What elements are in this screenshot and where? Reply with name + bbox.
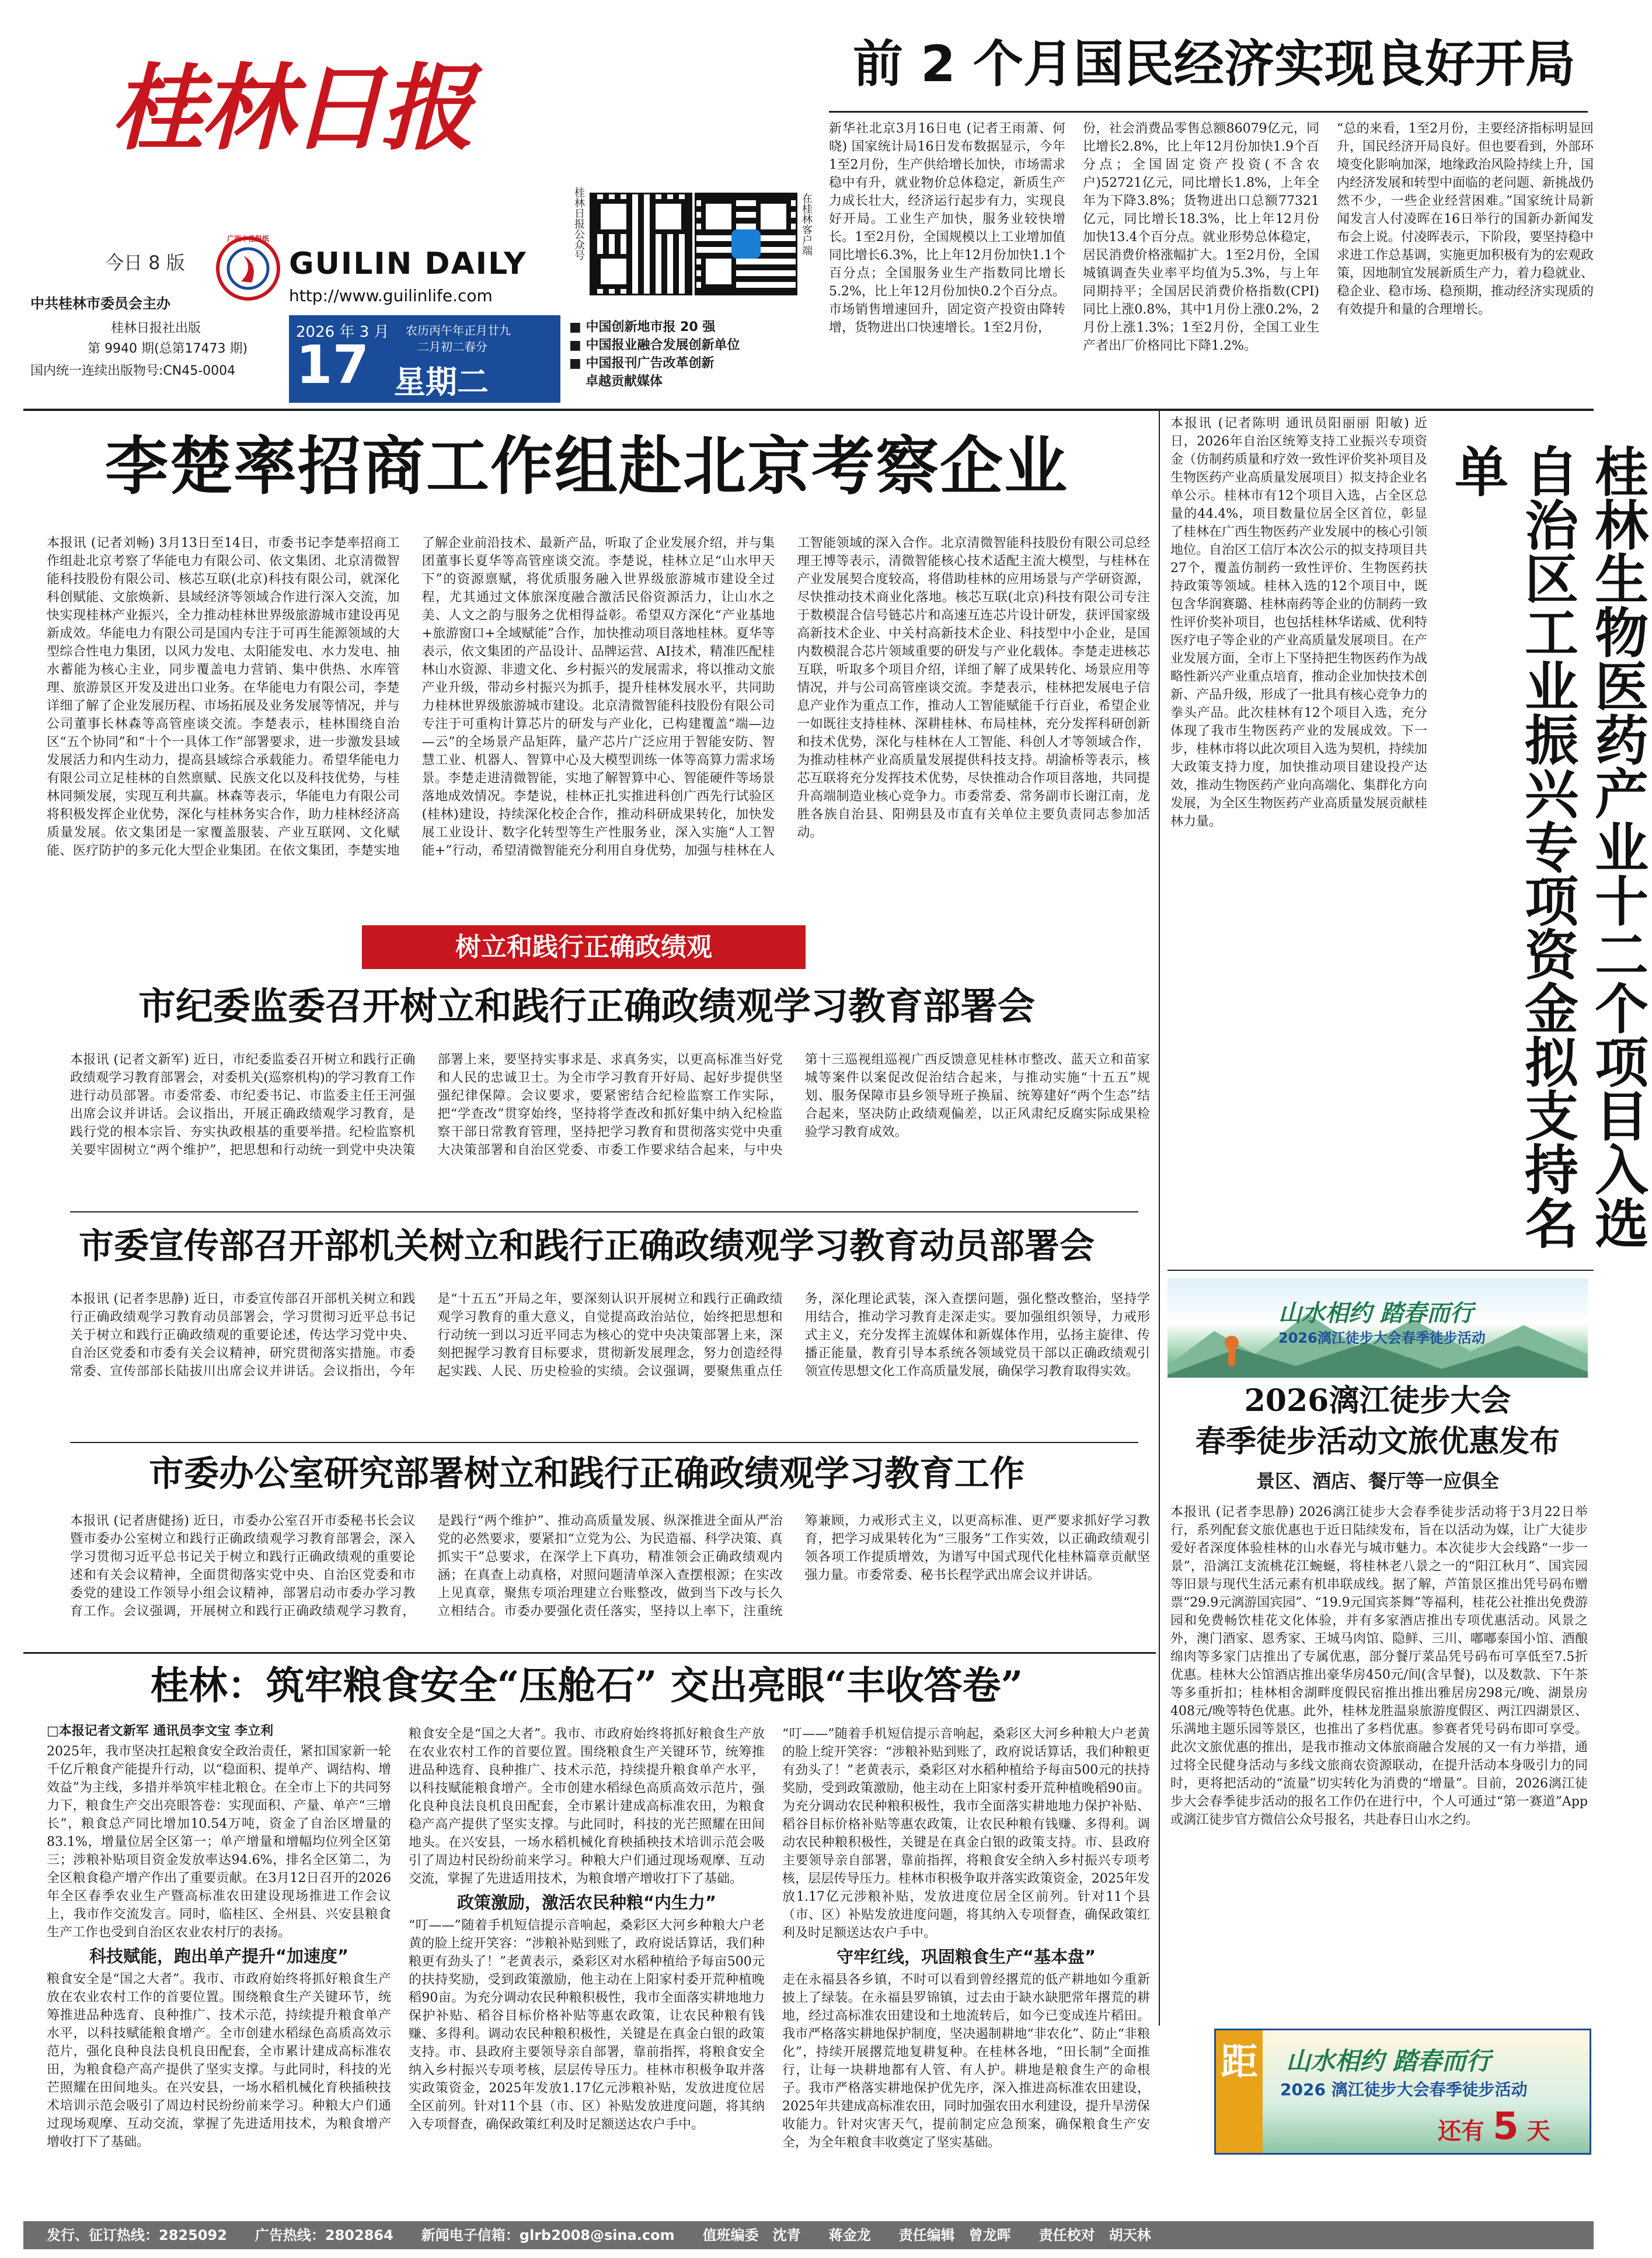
top-story-col1: 新华社北京3月16日电 (记者王雨萧、何晓) 国家统计局16日发布数据显示，今年1至2月份，生产供给增长加快，市场需求稳中有升，就业物价总体稳定，新质生产力成长壮大，经济运行起步有力，实现良好开局。工业生产加快，服务业较快增长。1至2月份，全国规模以上工业增加值同比增长6.3%，比上年12月份加快1.1个百分点；全国服务业生产指数同比增长5.2%，比上年12月份加快0.2个百分点。市场销售增速回升，固定资产投资由降转增，货物进出口快速增长。1至2月份，: [829, 121, 1065, 335]
lunar-date: 农历丙午年正月廿九: [406, 323, 511, 337]
right-story-headline[interactable]: 桂林生物医药产业十二个项目入选自治区工业振兴专项资金拟支持名单: [1446, 444, 1648, 1249]
hike-banner[interactable]: [1167, 1278, 1588, 1378]
date-year-month: 2026 年 3 月: [296, 323, 389, 341]
story5-headline[interactable]: 桂林：筑牢粮食安全“压舱石” 交出亮眼“丰收答卷”: [150, 1663, 1023, 1708]
top-story-col2: 份，社会消费品零售总额86079亿元，同比增长2.8%，比上年12月份加快1.9个百分点；全国固定资产投资(不含农户)52721亿元，同比增长1.8%，上年全年为下降3.8%；货物进出口总额77321亿元，同比增长18.3%，比上年12月份加快13.4个百分点。就业形势总体稳定，居民消费价格涨幅扩大。1至2月份，全国城镇调查失业率平均值为5.3%，与上年同期持平；全国居民消费价格指数(CPI)同比上涨0.8%，其中1月份上涨0.2%，2月份上涨1.3%；1至2月份，全国工业生产者出厂价格同比下降1.2%。: [1083, 121, 1319, 353]
right-story-body: 本报讯 (记者陈明 通讯员阳丽丽 阳敏) 近日，2026年自治区统筹支持工业振兴专项资金（仿制药质量和疗效一致性评价奖补项目及生物医药产业高质量发展项目）拟支持企业名单公示。桂林市有12个项目入选，占全区总量的44.4%，项目数量位居全区首位，彰显了桂林在广西生物医药产业发展中的核心引领地位。自治区工信厅本次公示的拟支持项目共27个，覆盖仿制药一致性评价、生物医药扶持政策等领域。桂林入选的12个项目中，既包含华润赛璐、桂林南药等企业的仿制药一致性评价奖补项目，也包括桂林华诺威、优利特医疗电子等企业的产业高质量发展项目。在产业发展方面，全市上下坚持把生物医药作为战略性新兴产业重点培育，推动企业加快技术创新、产品升级，形成了一批具有核心竞争力的拳头产品。此次桂林有12个项目入选，充分体现了我市生物医药产业的发展成效。下一步，桂林市将以此次项目入选为契机，持续加大政策支持力度，加快推动项目建设投产达效，推动生物医药产业向高端化、集群化方向发展，为全区生物医药产业高质量发展贡献桂林力量。: [1170, 416, 1428, 829]
story3-body: 本报讯 (记者李思静) 近日，市委宣传部召开部机关树立和践行正确政绩观学习教育动员部署会，学习贯彻习近平总书记关于树立和践行正确政绩观的重要论述，传达学习党中央、自治区党委和市委有关会议精神，研究贯彻落实措施。市委常委、宣传部部长陆拔川出席会议并讲话。会议指出，今年是“十五五”开局之年，要深刻认识开展树立和践行正确政绩观学习教育的重大意义，自觉提高政治站位，始终把思想和行动统一到以习近平同志为核心的党中央决策部署上来，深刻把握学习教育目标要求，贯彻新发展理念，努力创造经得起实践、人民、历史检验的实绩。会议强调，要聚焦重点任务，深化理论武装，深入查摆问题，强化整改整治，坚持学用结合，推动学习教育走深走实。要加强组织领导，力戒形式主义，充分发挥主流媒体和新媒体作用，弘扬主旋律、传播正能量，教育引导本系统各领域党员干部以正确政绩观引领宣传思想文化工作高质量发展，确保学习教育取得实效。: [70, 1292, 1150, 1379]
lead-story-headline[interactable]: 李楚率招商工作组赴北京考察企业: [104, 430, 1068, 503]
qr-gongzhonghao[interactable]: [590, 193, 692, 295]
story3-headline[interactable]: 市委宣传部召开部机关树立和践行正确政绩观学习教育动员部署会: [79, 1226, 1095, 1267]
honors-list: [569, 318, 814, 391]
honor-item: ■ 中国报业融合发展创新单位: [569, 338, 740, 353]
masthead-logo: 桂林日报: [111, 53, 471, 163]
hike-headline-2[interactable]: 春季徒步活动文旅优惠发布: [1195, 1424, 1560, 1459]
cn-number: 国内统一连续出版物号:CN45-0004: [30, 364, 236, 378]
weekday: 星期二: [394, 364, 489, 400]
story2-headline[interactable]: 市纪委监委召开树立和践行正确政绩观学习教育部署会: [138, 985, 1035, 1029]
date-box: [289, 315, 560, 403]
hike-subhead: 景区、酒店、餐厅等一应俱全: [1256, 1470, 1499, 1492]
pages-count: 今日 8 版: [105, 252, 185, 274]
story5-col3: “叮——”随着手机短信提示音响起，桑彩区大河乡种粮大户老黄的脸上绽开笑容：“涉粮补贴到账了，政府说话算话，我们种粮更有劲头了！”老黄表示，桑彩区对水稻种植给予每亩500元的扶持奖励，受到政策激励，他主动在上阳家村委开荒种植晚稻90亩。为充分调动农民种粮积极性，我市全面落实耕地地力保护补贴、稻谷目标价格补贴等惠农政策，让农民种粮有钱赚、多得利。调动农民种粮积极性，关键是在真金白银的政策支持。市、县政府主要领导亲自部署，靠前指挥，将粮食安全纳入乡村振兴专项考核，层层传导压力。桂林市积极争取并落实政策资金，2025年发放1.17亿元涉粮补贴，发放进度位居全区前列。针对11个县（市、区）补贴发放进度问题，将其纳入专项督查，确保政策红利及时足额送达农户手中。 守牢红线，巩固粮食生产“基本盘” 走在永福县各乡镇，不时可以看到曾经撂荒的低产耕地如今重新披上了绿装。在永福县罗锦镇，过去由于缺水缺肥常年撂荒的耕地，经过高标准农田建设和土地流转后，如今已变成连片稻田。我市严格落实耕地保护制度，坚决遏制耕地“非农化”、防止“非粮化”，持续开展撂荒地复耕复种。在桂林各地，“田长制”全面推行，让每一块耕地都有人管、有人护。耕地是粮食生产的命根子。我市严格落实耕地保护优先序，深入推进高标准农田建设，2025年共建成高标准农田，同时加强农田水利建设，提升旱涝保收能力。针对灾害天气，提前制定应急预案，确保粮食生产安全，为全年粮食丰收奠定了坚实基础。: [782, 1727, 1150, 2150]
sponsor: 中共桂林市委员会主办: [30, 295, 170, 312]
lead-story-body: 本报讯 (记者刘畅) 3月13日至14日，市委书记李楚率招商工作组赴北京考察了华能电力有限公司、依文集团、北京清微智能科技股份有限公司、核芯互联(北京)科技有限公司，就深化科创赋能、文旅焕新、县域经济等领域合作进行深入交流，加快实现桂林产业振兴，全力推动桂林世界级旅游城市建设再见新成效。华能电力有限公司是国内专注于可再生能源领域的大型综合性电力集团，以风力发电、太阳能发电、水力发电、抽水蓄能为核心主业，同步覆盖电力营销、集中供热、水库管理、旅游景区开发及进出口业务。在华能电力有限公司，李楚详细了解了企业发展历程、市场拓展及业务发展等情况，并与公司董事长林森等高管座谈交流。李楚表示，桂林围绕自治区“五个协同”和“十个一具体工作”部署要求，进一步激发县域发展活力和内生动力，提高县域综合承载能力。希望华能电力有限公司立足桂林的自然禀赋、民族文化以及科技优势，与桂林同频发展，实现互利共赢。林森等表示，华能电力有限公司将积极发挥企业优势，深化与桂林务实合作，助力桂林经济高质量发展。依文集团是一家覆盖服装、产业互联网、文化赋能、医疗防护的多元化大型企业集团。在依文集团，李楚实地了解企业前沿技术、最新产品，听取了企业发展介绍，并与集团董事长夏华等高管座谈交流。李楚说，桂林立足“山水甲天下”的资源禀赋，将优质服务融入世界级旅游城市建设全过程，尤其通过文体旅深度融合激活民俗资源活力，让山水之美、人文之韵与服务之优相得益彰。希望双方深化“产业基地+旅游窗口+全域赋能”合作，加快推动项目落地桂林。夏华等表示，依文集团的产品设计、品牌运营、AI技术，精准匹配桂林山水资源、非遗文化、乡村振兴的发展需求，将以推动文旅产业升级，带动乡村振兴为抓手，提升桂林发展水平，共同助力桂林世界级旅游城市建设。北京清微智能科技股份有限公司专注于可重构计算芯片的研发与产业化，已构建覆盖“端—边—云”的全场景产品矩阵，量产芯片广泛应用于智能安防、智慧工业、机器人、智算中心及大模型训练一体等高算力需求场景。李楚走进清微智能，实地了解智算中心、智能硬件等场景落地成效情况。李楚说，桂林正扎实推进科创广西先行试验区(桂林)建设，持续深化校企合作，推动科研成果转化，加快发展工业设计、数字化转型等生产性服务业，深入实施“人工智能+”行动，希望清微智能充分利用自身优势，加强与桂林在人工智能领域的深入合作。北京清微智能科技股份有限公司总经理王博等表示，清微智能核心技术适配主流大模型，与桂林在产业发展契合度较高，将借助桂林的应用场景与产学研资源，尽快推动技术商业化落地。核芯互联(北京)科技有限公司专注于数模混合信号链芯片和高速互连芯片设计研发，获评国家级高新技术企业、中关村高新技术企业、科技型中小企业，是国内数模混合芯片领域重要的研发与产业化载体。李楚走进核芯互联，听取多个项目介绍，详细了解了成果转化、场景应用等情况，并与公司高管座谈交流。李楚表示，桂林把发展电子信息产业作为重点工作，推动人工智能赋能千行百业，希望企业一如既往支持桂林、深耕桂林、布局桂林，充分发挥科研创新和技术优势，深化与桂林在人工智能、科创人才等领域合作，为推动桂林产业高质量发展提供科技支持。胡渝桥等表示，核芯互联将充分发挥技术优势，尽快推动合作项目落地，共同提升高端制造业核心竞争力。市委常委、常务副市长谢江南，龙胜各族自治县、阳朔县及市直有关单位主要负责同志参加活动。: [47, 536, 1150, 858]
hike-body: 本报讯 (记者李思静) 2026漓江徒步大会春季徒步活动将于3月22日举行，系列配套文旅优惠也于近日陆续发布，旨在以活动为媒，让广大徒步爱好者深度体验桂林的山水春光与城市魅力。本次徒步大会线路“一步一景”，沿漓江支流桃花江蜿蜒，将桂林老八景之一的“阳江秋月”、国宾园等旧景与现代生活元素有机串联成线。据了解，芦笛景区推出凭号码布赠票“29.9元漓游国宾园”、“19.9元国宾茶舞”等福利，桂花公社推出免费游园和免费畅饮桂花文化体验，并有多家酒店推出专项优惠活动。风景之外，澳门酒家、恩秀家、王城马肉馆、隐鲜、三川、嘟嘟泰国小馆、酒酿绵肉等多家门店推出了专属优惠，部分餐厅菜品凭号码布可享低至7.5折优惠。桂林大公馆酒店推出豪华房450元/间(含早餐)，以及数款、下午茶等多重折扣；桂林相舍湖畔度假民宿推出推出雅居房298元/晚、湖景房408元/晚等特色优惠。此外，桂林龙胜温泉旅游度假区、两江四湖景区、乐满地主题乐园等景区，也推出了多档优惠。参赛者凭号码布即可享受。此次文旅优惠的推出，是我市推动文体旅商融合发展的又一有力举措，通过将全民健身活动与多线文旅商农资源联动，在提升活动本身吸引力的同时，更将把活动的“流量”切实转化为消费的“增量”。目前，2026漓江徒步大会春季徒步活动的报名工作仍在进行中，个人可通过“第一赛道”App或漓江徒步官方微信公众号报名，共赴春日山水之约。: [1170, 1505, 1588, 1827]
hike-banner-sub: 2026漓江徒步大会春季徒步活动: [1278, 1330, 1486, 1346]
ad-title: 山水相约 踏春而行: [1286, 2047, 1491, 2075]
anniversary-badge: 广西十佳报纸: [213, 234, 283, 304]
honor-item: ■ 中国创新地市报 20 强: [569, 320, 716, 334]
qr2-label: 在桂林客户端: [800, 193, 813, 256]
story5-col1: 2025年，我市坚决扛起粮食安全政治责任，紧扣国家新一轮千亿斤粮食产能提升行动，以“稳面积、提单产、调结构、增效益”为主线，多措并举筑牢桂北粮仓。在全市上下的共同努力下，粮食生产交出亮眼答卷：实现面积、产量、单产“三增长”，粮食总产同比增加10.54万吨，资金了自治区增量的83.1%，增量位居全区第一；单产增量和增幅均位列全区第三；涉粮补贴项目资金发放率达94.6%，排名全区第二，为全区粮食稳产增产作出了重要贡献。在3月12日召开的2026年全区春季农业生产暨高标准农田建设现场推进工作会议上，我市作交流发言。同时，临桂区、全州县、兴安县粮食生产工作也受到自治区农业农村厅的表扬。 科技赋能，跑出单产提升“加速度” 粮食安全是“国之大者”。我市、市政府始终将抓好粮食生产放在农业农村工作的首要位置。围绕粮食生产关键环节，统筹推进品种选育、良种推广、技术示范，持续提升粮食单产水平，以科技赋能粮食增产。全市创建水稻绿色高质高效示范片，强化良种良法良机良田配套，全市累计建成高标准农田，为粮食稳产高产提供了坚实支撑。与此同时，科技的光芒照耀在田间地头。在兴安县，一场水稻机械化育秧插秧技术培训示范会吸引了周边村民纷纷前来学习。种粮大户们通过现场观摩、互动交流，掌握了先进适用技术，为粮食增产增收打下了基础。: [47, 1744, 391, 2149]
ad-countdown: 还有 5 天: [1438, 2105, 1550, 2148]
ad-days: 5: [1492, 2105, 1519, 2148]
solar-term: 二月初二春分: [417, 340, 487, 354]
hike-headline-1[interactable]: 2026漓江徒步大会: [1244, 1383, 1511, 1419]
top-story-col3: “总的来看，1至2月份，主要经济指标明显回升，国民经济开局良好。但也要看到，外部环境变化影响加深，地缘政治风险持续上升，国内经济发展和转型中面临的老问题、新挑战仍然不少，一些企业经营困难。”国家统计局新闻发言人付凌晖在16日举行的国新办新闻发布会上说。付凌晖表示，下阶段，要坚持稳中求进工作总基调，实施更加积极有为的宏观政策，因地制宜发展新质生产力，着力稳就业、稳企业、稳市场、稳预期，推动经济实现质的有效提升和量的合理增长。: [1337, 121, 1594, 317]
badge-icon: [213, 234, 283, 304]
footer-bar: [23, 2221, 1594, 2249]
publisher: 桂林日报社出版: [111, 321, 201, 336]
story2-body: 本报讯 (记者文新军) 近日，市纪委监委召开树立和践行正确政绩观学习教育部署会，对委机关(巡察机构)的学习教育工作进行动员部署。市委常委、市纪委书记、市监委主任王河强出席会议并讲话。会议指出，开展正确政绩观学习教育，是践行党的根本宗旨、夯实执政根基的重要举措。纪检监察机关要牢固树立“两个维护”，把思想和行动统一到党中央决策部署上来，要坚持实事求是、求真务实，以更高标准当好党和人民的忠诚卫士。为全市学习教育开好局、起好步提供坚强纪律保障。会议要求，要紧密结合纪检监察工作实际，把“学查改”贯穿始终，坚持将学查改和抓好集中纳入纪检监察干部日常教育管理，坚持把学习教育和贯彻落实党中央重大决策部署和自治区党委、市委工作要求结合起来，与中央第十三巡视组巡视广西反馈意见桂林市整改、蓝天立和苗家城等案件以案促改促治结合起来，与推动实施“十五五”规划、服务保障市县乡领导班子换届、统筹建好“两个生态”结合起来，坚决防止政绩观偏差，以正风肃纪反腐实际成果检验学习教育成效。: [70, 1053, 1150, 1158]
issue-number: 第 9940 期(总第17473 期): [88, 342, 248, 356]
story5-subhead: 守牢红线，巩固粮食生产“基本盘”: [836, 1947, 1096, 1967]
hike-countdown-ad[interactable]: [1214, 2029, 1591, 2155]
story5-byline: □本报记者文新军 通讯员李文宝 李立利: [47, 1724, 274, 1738]
site-url[interactable]: http://www.guilinlife.com: [289, 286, 493, 305]
section-banner: 树立和践行正确政绩观: [362, 925, 806, 969]
honor-item: 卓越贡献媒体: [585, 374, 663, 389]
story5-col2: 粮食安全是“国之大者”。我市、市政府始终将抓好粮食生产放在农业农村工作的首要位置。围绕粮食生产关键环节，统筹推进品种选育、良种推广、技术示范，持续提升粮食单产水平，以科技赋能粮食增产。全市创建水稻绿色高质高效示范片，强化良种良法良机良田配套，全市累计建成高标准农田，为粮食稳产高产提供了坚实支撑。与此同时，科技的光芒照耀在田间地头。在兴安县，一场水稻机械化育秧插秧技术培训示范会吸引了周边村民纷纷前来学习。种粮大户们通过现场观摩、互动交流，掌握了先进适用技术，为粮食增产增收打下了基础。 政策激励，激活农民种粮“内生力” “叮——”随着手机短信提示音响起，桑彩区大河乡种粮大户老黄的脸上绽开笑容：“涉粮补贴到账了，政府说话算话，我们种粮更有劲头了！”老黄表示，桑彩区对水稻种植给予每亩500元的扶持奖励，受到政策激励，他主动在上阳家村委开荒种植晚稻90亩。为充分调动农民种粮积极性，我市全面落实耕地地力保护补贴、稻谷目标价格补贴等惠农政策，让农民种粮有钱赚、多得利。调动农民种粮积极性，关键是在真金白银的政策支持。市、县政府主要领导亲自部署，靠前指挥，将粮食安全纳入乡村振兴专项考核，层层传导压力。桂林市积极争取并落实政策资金，2025年发放1.17亿元涉粮补贴，发放进度位居全区前列。针对11个县（市、区）补贴发放进度问题，将其纳入专项督查，确保政策红利及时足额送达农户手中。: [409, 1727, 765, 2132]
ad-char: 距: [1216, 2030, 1263, 2153]
ad-sub: 2026 漓江徒步大会春季徒步活动: [1280, 2080, 1528, 2099]
honor-item: ■ 中国报刊广告改革创新: [569, 356, 715, 371]
story4-headline[interactable]: 市委办公室研究部署树立和践行正确政绩观学习教育工作: [149, 1454, 1024, 1494]
qr-client[interactable]: [695, 193, 797, 295]
english-name: GUILIN DAILY: [289, 246, 527, 281]
story4-body: 本报讯 (记者唐健扬) 近日，市委办公室召开市委秘书长会议暨市委办公室树立和践行正确政绩观学习教育部署会，深入学习贯彻习近平总书记关于树立和践行正确政绩观的重要论述和有关会议精神，全面贯彻落实党中央、自治区党委和市委党的建设工作领导小组会议精神，部署启动市委办学习教育工作。会议强调，开展树立和践行正确政绩观学习教育，是践行“两个维护”、推动高质量发展、纵深推进全面从严治党的必然要求，要紧扣“立党为公、为民造福、科学决策、真抓实干”总要求，在深学上下真功，精准领会正确政绩观内涵；在真查上动真格，对照问题清单深入查摆根源；在实改上见真章，聚焦专项治理建立台账整改，做到当下改与长久立相结合。市委办要强化责任落实，坚持以上率下，注重统筹兼顾，力戒形式主义，以更高标准、更严要求抓好学习教育，把学习成果转化为“三服务”工作实效，以正确政绩观引领各项工作提质增效，为谱写中国式现代化桂林篇章贡献坚强力量。市委常委、秘书长程学武出席会议并讲话。: [70, 1514, 1150, 1619]
story5-subhead: 科技赋能，跑出单产提升“加速度”: [89, 1946, 349, 1966]
story5-subhead: 政策激励，激活农民种粮“内生力”: [456, 1893, 717, 1912]
masthead: [23, 18, 560, 414]
qr1-label: 桂林日报公众号: [573, 187, 585, 260]
footer-text: 发行、征订热线：2825092 广告热线：2802864 新闻电子信箱：glrb2008@sina.com 值班编委 沈青 蒋金龙 责任编辑 曾龙晖 责任校对 胡天林: [47, 2227, 1151, 2243]
hike-banner-title: 山水相约 踏春而行: [1278, 1300, 1473, 1327]
date-day: 17: [296, 334, 370, 396]
top-story-headline[interactable]: 前 2 个月国民经济实现良好开局: [853, 35, 1576, 93]
